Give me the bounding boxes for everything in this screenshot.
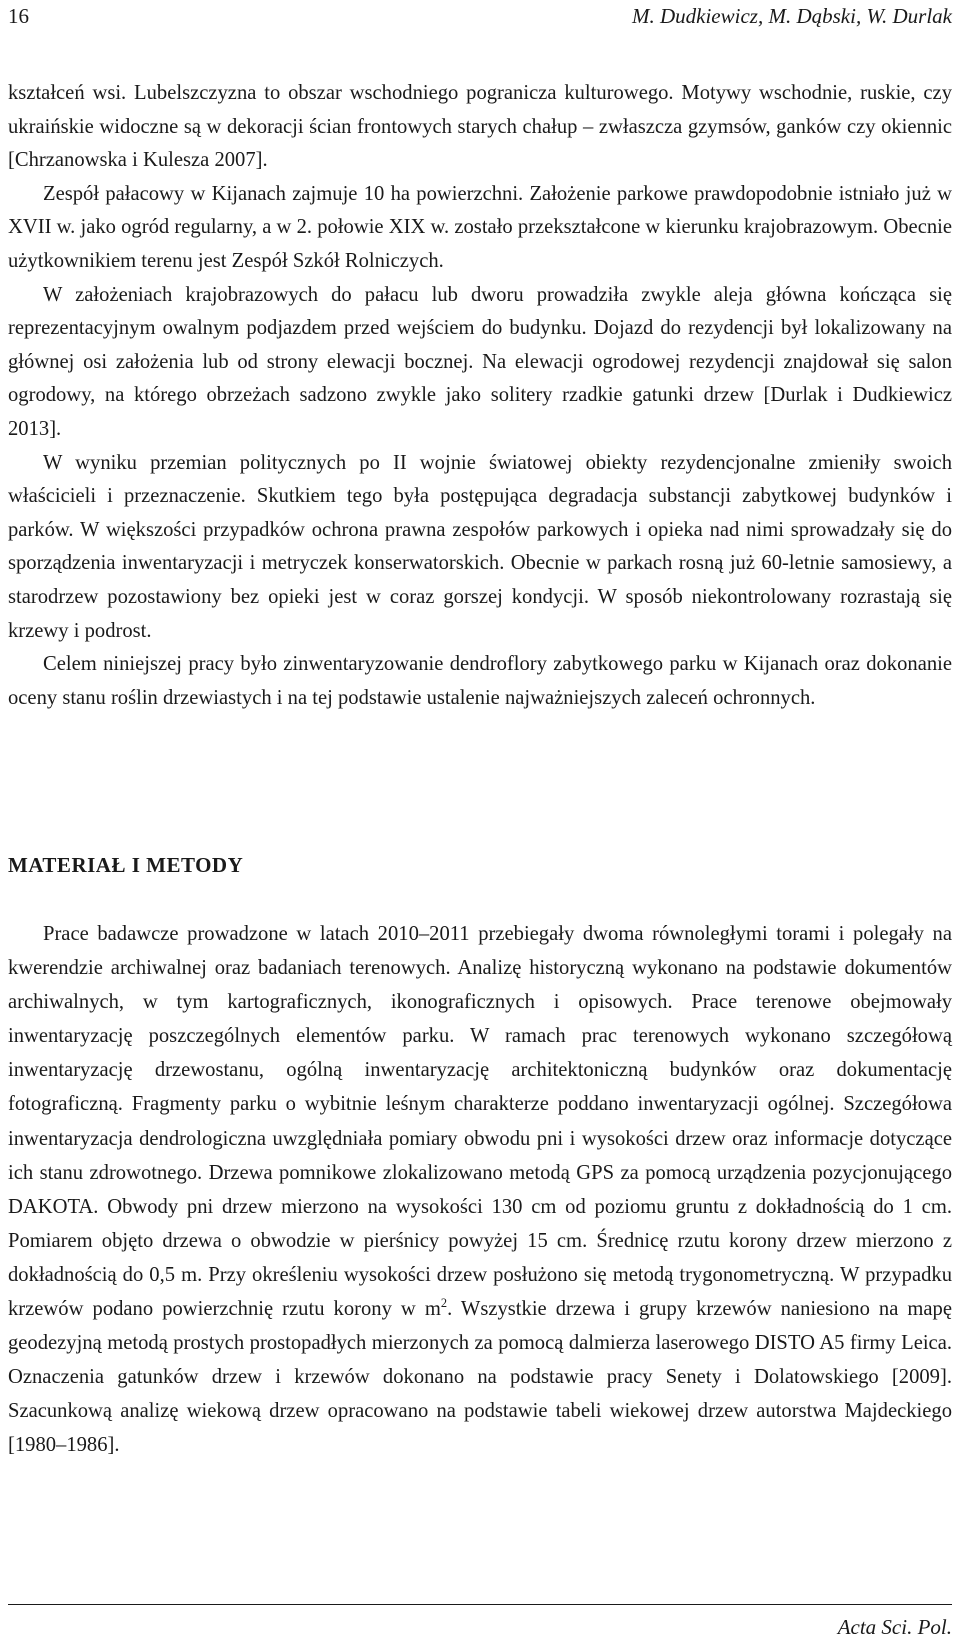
paragraph: Celem niniejszej pracy było zinwentaryzowanie dendroflory zabytkowego parku w Kijanach oraz dokonanie oceny stanu roślin drzewiastych i na tej podstawie ustalenie najważniejszych zaleceń ochronnych.	[8, 653, 952, 709]
text-run: . Wszystkie drzewa i grupy krzewów naniesiono na mapę geodezyjną metodą prostych prostopadłych mierzonych za pomocą dalmierza laserowego DISTO A5 firmy Leica. Oznaczenia gatunków drzew i krzewów dokonano na podstawie pracy Senety i Dolatowskiego [2009]. Szacunkową analizę wiekową drzew opracowano na podstawie tabeli wiekowej drzew autorstwa Majdeckiego [1980–1986].	[8, 1298, 952, 1457]
intro-text	[8, 77, 952, 715]
section-heading-methods: MATERIAŁ I METODY	[8, 853, 244, 877]
running-head-authors: M. Dudkiewicz, M. Dąbski, W. Durlak	[631, 4, 952, 28]
page-header	[8, 4, 952, 34]
page-number: 16	[8, 4, 29, 28]
text-run: Prace badawcze prowadzone w latach 2010–2011 przebiegały dwoma równoległymi torami i polegały na kwerendzie archiwalnej oraz badaniach terenowych. Analizę historyczną wykonano na podstawie dokumentów archiwalnych, w tym kartograficznych, ikonograficznych i opisowych. Prace terenowe obejmowały inwentaryzację poszczególnych elementów parku. W ramach prac terenowych wykonano szczegółową inwentaryzację drzewostanu, ogólną inwentaryzację architektoniczną budynków oraz dokumentację fotograficzną. Fragmenty parku o wybitnie leśnym charakterze poddano inwentaryzacji ogólnej. Szczegółowa inwentaryzacja dendrologiczna uwzględniała pomiary obwodu pni i wysokości drzew oraz informacje dotyczące ich stanu zdrowotnego. Drzewa pomnikowe zlokalizowano metodą GPS za pomocą urządzenia pozycjonującego DAKOTA. Obwody pni drzew mierzono na wysokości 130 cm od poziomu gruntu z dokładnością do 1 cm. Pomiarem objęto drzewa o obwodzie w pierśnicy powyżej 15 cm. Średnicę rzutu korony drzew mierzono z dokładnością do 0,5 m. Przy określeniu wysokości drzew posłużono się metodą trygonometryczną. W przypadku krzewów podano powierzchnię rzutu korony w m	[8, 923, 952, 1321]
footer-journal: Acta Sci. Pol.	[837, 1615, 952, 1639]
paragraph-continued: kształceń wsi. Lubelszczyzna to obszar wschodniego pogranicza kulturowego. Motywy wschodnie, ruskie, czy ukraińskie widoczne są w dekoracji ścian frontowych starych chałup – zwłaszcza gzymsów, ganków czy okiennic [Chrzanowska i Kulesza 2007].	[8, 82, 952, 172]
methods-text	[8, 917, 952, 1463]
superscript: 2	[440, 1296, 448, 1311]
paragraph: W założeniach krajobrazowych do pałacu lub dworu prowadziła zwykle aleja główna kończąca się reprezentacyjnym owalnym podjazdem przed wejściem do budynku. Dojazd do rezydencji był lokalizowany na głównej osi założenia lub od strony elewacji bocznej. Na elewacji ogrodowej rezydencji znajdował się salon ogrodowy, na którego obrzeżach sadzono zwykle jako solitery rzadkie gatunki drzew [Durlak i Dudkiewicz 2013].	[8, 283, 952, 440]
footer-divider	[8, 1604, 952, 1605]
paragraph: W wyniku przemian politycznych po II wojnie światowej obiekty rezydencjonalne zmieniły swoich właścicieli i przeznaczenie. Skutkiem tego była postępująca degradacja substancji zabytkowej budynków i parków. W większości przypadków ochrona prawna zespołów parkowych i opieka nad nimi sprowadzały się do sporządzenia inwentaryzacji i metryczek konserwatorskich. Obecnie w parkach rosną już 60-letnie samosiewy, a starodrzew pozostawiony bez opieki jest w coraz gorszej kondycji. W sposób niekontrolowany rozrastają się krzewy i podrost.	[8, 451, 952, 642]
paragraph	[8, 917, 952, 1463]
paragraph: Zespół pałacowy w Kijanach zajmuje 10 ha powierzchni. Założenie parkowe prawdopodobnie istniało już w XVII w. jako ogród regularny, a w 2. połowie XIX w. zostało przekształcone w kierunku krajobrazowym. Obecnie użytkownikiem terenu jest Zespół Szkół Rolniczych.	[8, 182, 952, 272]
